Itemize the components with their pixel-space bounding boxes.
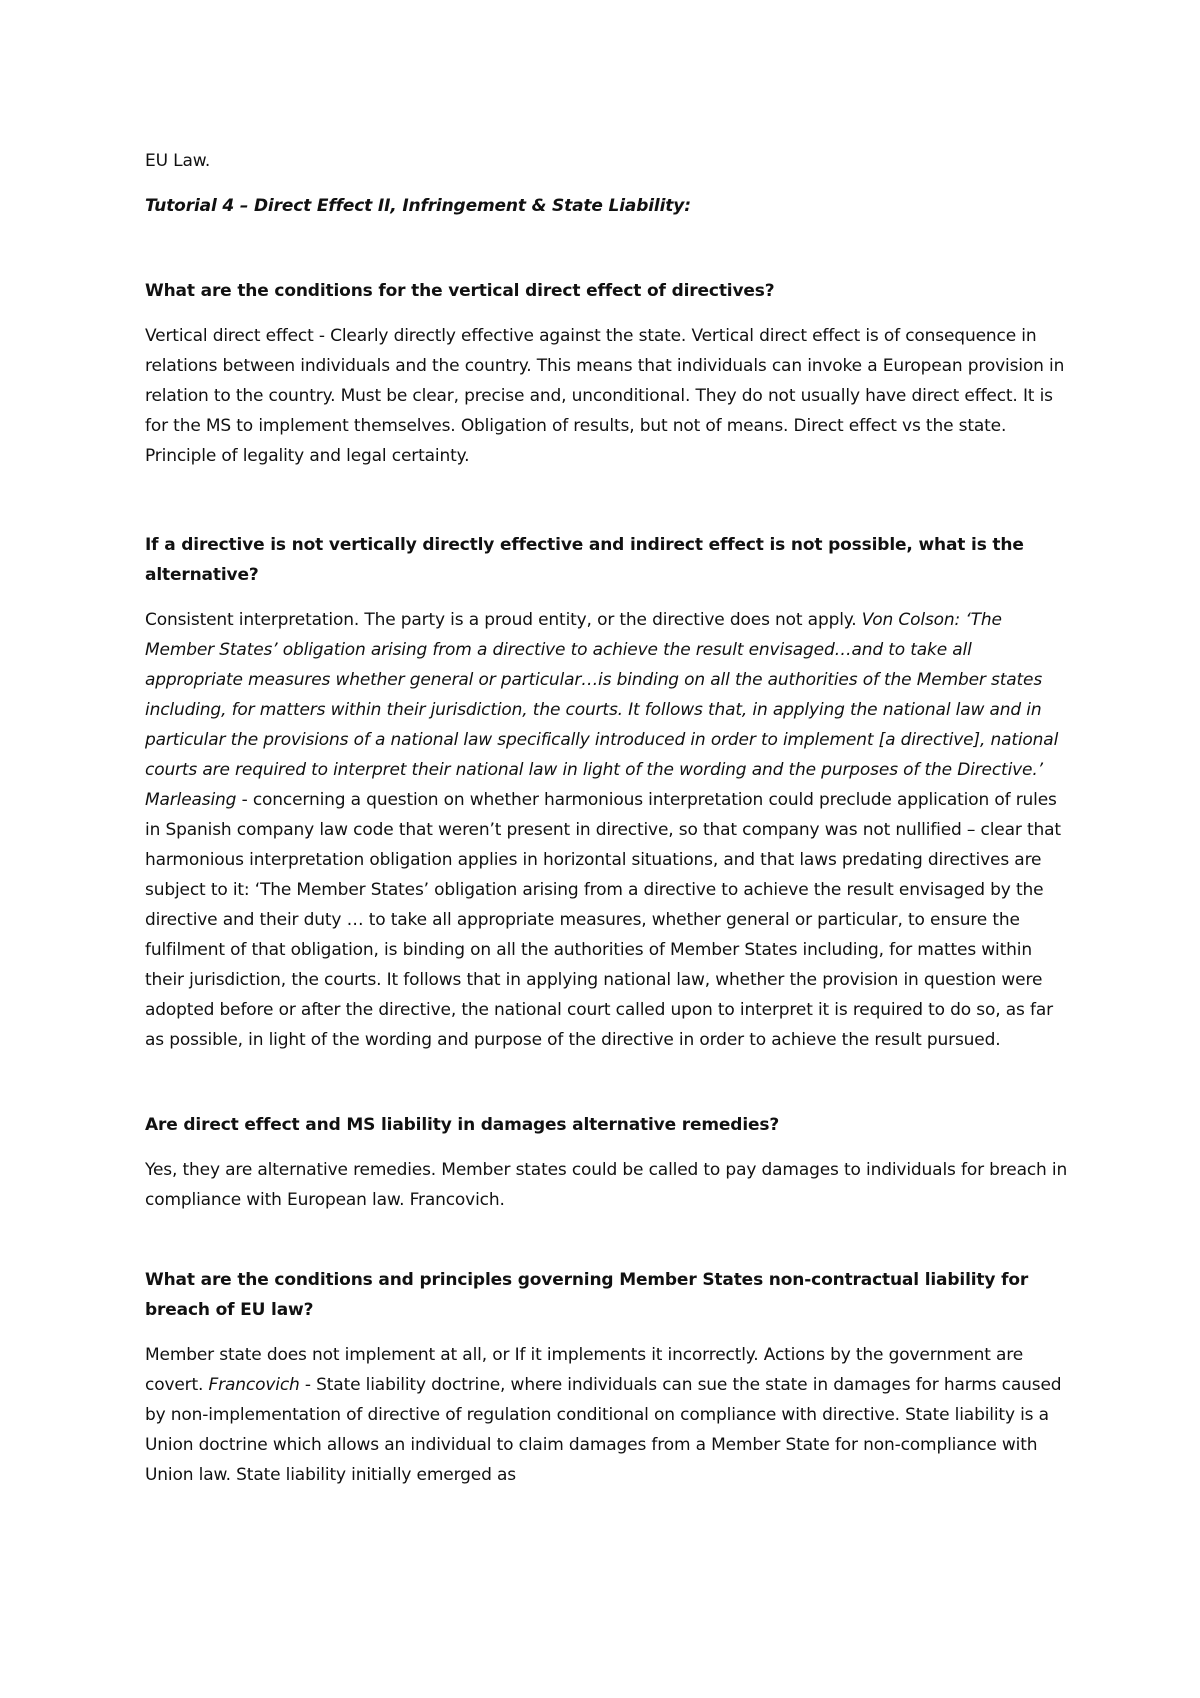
document-subtitle: Tutorial 4 – Direct Effect II, Infringement & State Liability: [145, 196, 691, 216]
question-heading: What are the conditions and principles governing Member States non-contractual liability for breach of EU law? [145, 1270, 1029, 1320]
question-heading: What are the conditions for the vertical direct effect of directives? [145, 281, 775, 301]
answer-text: Member state does not implement at all, or If it implements it incorrectly. Actions by the government are covert. [145, 1345, 1024, 1395]
document-title: EU Law. [145, 151, 211, 171]
answer-quote: Von Colson: ‘The Member States’ obligation arising from a directive to achieve the result envisaged…and to take all appropriate measures whether general or particular…is binding on all the authorities of the Member states including, for matters within their jurisdiction, the courts. It follows that, in applying the national law and in particular the provisions of a national law specifically introduced in order to implement [a directive], national courts are required to interpret their national law in light of the wording and the purposes of the Directive.’ Marleasing [145, 610, 1059, 810]
answer-text: Yes, they are alternative remedies. Member states could be called to pay damages to individuals for breach in compliance with European law. Francovich. [145, 1160, 1068, 1210]
answer-paragraph [145, 605, 1070, 1055]
answer-text: Vertical direct effect - Clearly directly effective against the state. Vertical direct effect is of consequence in relations between individuals and the country. This means that individuals can invoke a European provision in relation to the country. Must be clear, precise and, unconditional. They do not usually have direct effect. It is for the MS to implement themselves. Obligation of results, but not of means. Direct effect vs the state. Principle of legality and legal certainty. [145, 326, 1065, 466]
question-heading: Are direct effect and MS liability in damages alternative remedies? [145, 1115, 780, 1135]
answer-paragraph [145, 1340, 1070, 1490]
answer-text: Consistent interpretation. The party is a proud entity, or the directive does not apply. [145, 610, 862, 630]
question-heading: If a directive is not vertically directly effective and indirect effect is not possible, what is the alternative? [145, 535, 1024, 585]
answer-text: - State liability doctrine, where individuals can sue the state in damages for harms caused by non-implementation of directive of regulation conditional on compliance with directive. State liability is a Union doctrine which allows an individual to claim damages from a Member State for non-compliance with Union law. State liability initially emerged as [145, 1375, 1062, 1485]
answer-text: - concerning a question on whether harmonious interpretation could preclude application of rules in Spanish company law code that weren’t present in directive, so that company was not nullified – clear that harmonious interpretation obligation applies in horizontal situations, and that laws predating directives are subject to it: ‘The Member States’ obligation arising from a directive to achieve the result envisaged by the directive and their duty … to take all appropriate measures, whether general or particular, to ensure the fulfilment of that obligation, is binding on all the authorities of Member States including, for mattes within their jurisdiction, the courts. It follows that in applying national law, whether the provision in question were adopted before or after the directive, the national court called upon to interpret it is required to do so, as far as possible, in light of the wording and purpose of the directive in order to achieve the result pursued. [145, 790, 1061, 1050]
answer-paragraph [145, 1155, 1070, 1215]
answer-paragraph [145, 321, 1070, 471]
document-page [145, 146, 1070, 1490]
case-name: Francovich [208, 1375, 300, 1395]
